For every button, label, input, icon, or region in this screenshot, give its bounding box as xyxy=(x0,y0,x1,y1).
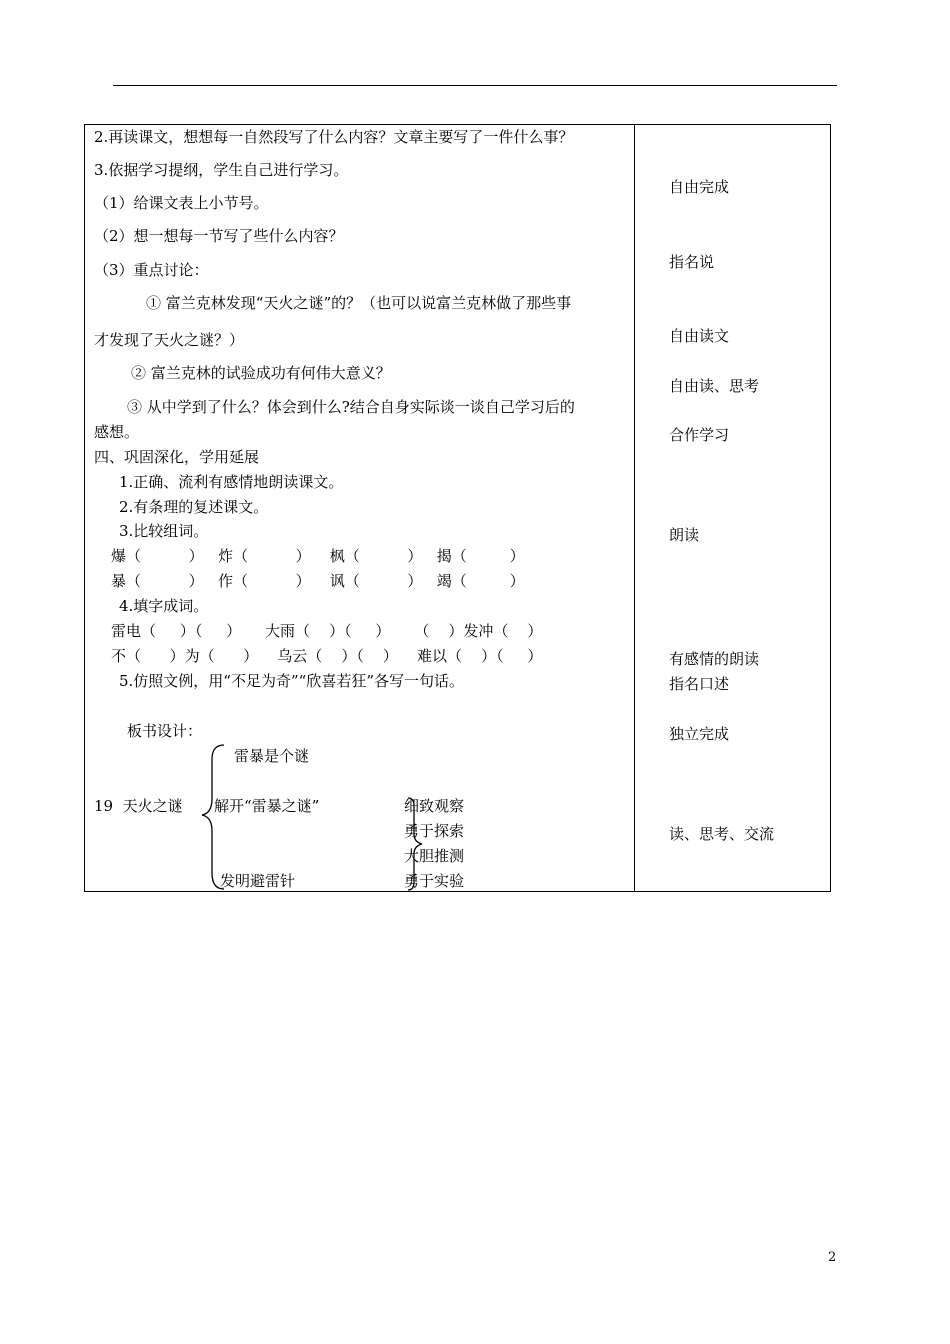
exercise-5-text: 5.仿照文例，用“不足为奇”“欣喜若狂”各写一句话。 xyxy=(119,672,464,690)
substep-2-text: （2）想一想每一节写了些什么内容？ xyxy=(94,227,344,245)
board-sub-1: 细致观察 xyxy=(404,797,465,815)
word-compare-row-1: 爆（ ） 炸（ ） 枫（ ） 揭（ ） xyxy=(111,547,525,565)
question-1-continued: 才发现了天火之谜？） xyxy=(94,331,245,349)
word-compare-row-2: 暴（ ） 作（ ） 讽（ ） 竭（ ） xyxy=(111,572,525,590)
fill-word-row-1: 雷电（ ）（ ） 大雨（ ）（ ） （ ）发冲（ ） xyxy=(111,622,543,640)
exercise-4-text: 4.填字成词。 xyxy=(119,597,209,615)
note-2: 指名说 xyxy=(669,253,715,271)
table-column-divider xyxy=(634,124,635,892)
question-3-continued: 感想。 xyxy=(94,423,140,441)
exercise-3-text: 3.比较组词。 xyxy=(119,522,209,540)
board-title: 19 天火之谜 xyxy=(94,797,183,815)
question-1-text: ① 富兰克林发现“天火之谜”的？（也可以说富兰克林做了那些事 xyxy=(146,294,572,312)
board-brace-small xyxy=(406,796,426,892)
board-sub-4: 勇于实验 xyxy=(404,872,465,890)
board-sub-3: 大胆推测 xyxy=(404,847,465,865)
substep-1-text: （1）给课文表上小节号。 xyxy=(94,194,269,212)
note-8: 指名口述 xyxy=(669,675,730,693)
step-2-text: 2.再读课文，想想每一自然段写了什么内容？文章主要写了一件什么事？ xyxy=(94,128,574,146)
note-1: 自由完成 xyxy=(669,178,730,196)
exercise-2-text: 2.有条理的复述课文。 xyxy=(119,498,269,516)
question-3-text: ③ 从中学到了什么？体会到什么?结合自身实际谈一谈自己学习后的 xyxy=(127,398,575,416)
note-10: 读、思考、交流 xyxy=(669,825,775,843)
note-6: 朗读 xyxy=(669,526,700,544)
exercise-1-text: 1.正确、流利有感情地朗读课文。 xyxy=(119,473,344,491)
note-7: 有感情的朗读 xyxy=(669,650,760,668)
note-5: 合作学习 xyxy=(669,426,730,444)
board-sub-2: 勇于探索 xyxy=(404,822,465,840)
board-brace-large xyxy=(198,743,228,891)
board-design-label: 板书设计： xyxy=(127,722,203,740)
board-branch-1: 雷暴是个谜 xyxy=(234,747,310,765)
note-4: 自由读、思考 xyxy=(669,377,760,395)
question-2-text: ② 富兰克林的试验成功有何伟大意义？ xyxy=(131,364,391,382)
page-number: 2 xyxy=(828,1250,837,1265)
board-branch-2: 解开“雷暴之谜” xyxy=(214,797,320,815)
fill-word-row-2: 不（ ）为（ ） 乌云（ ）（ ） 难以（ ）（ ） xyxy=(111,647,543,665)
board-branch-3: 发明避雷针 xyxy=(220,872,296,890)
header-rule xyxy=(113,85,837,86)
substep-3-text: （3）重点讨论： xyxy=(94,261,209,279)
step-3-text: 3.依据学习提纲，学生自己进行学习。 xyxy=(94,161,349,179)
note-3: 自由读文 xyxy=(669,327,730,345)
note-9: 独立完成 xyxy=(669,725,730,743)
section-4-heading: 四、巩固深化，学用延展 xyxy=(94,448,260,466)
